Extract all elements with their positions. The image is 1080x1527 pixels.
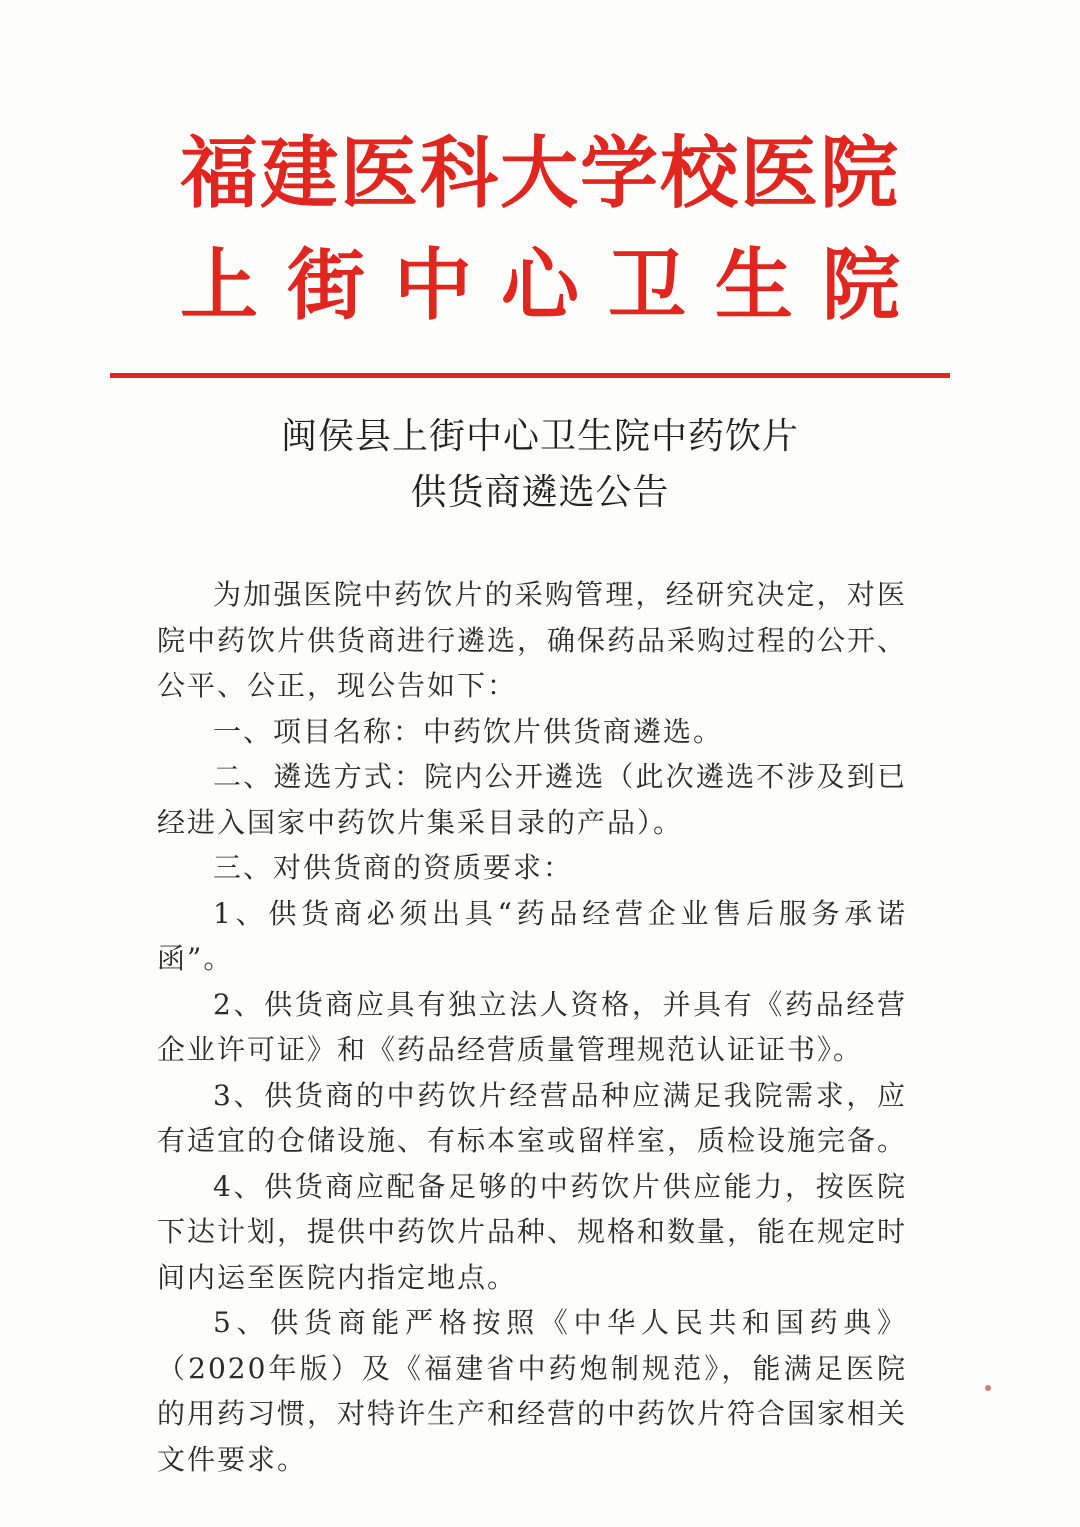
qualification-item-2: 2、供货商应具有独立法人资格，并具有《药品经营企业许可证》和《药品经营质量管理规范认证证书》。 bbox=[157, 987, 907, 1066]
letterhead-center-name bbox=[180, 240, 900, 332]
section-project-name: 一、项目名称：中药饮片供货商遴选。 bbox=[213, 714, 724, 748]
letterhead-char: 心 bbox=[500, 240, 579, 331]
qualification-item-4: 4、供货商应配备足够的中药饮片供应能力，按医院下达计划，提供中药饮片品种、规格和数量，能在规定时间内运至医院内指定地点。 bbox=[157, 1169, 908, 1294]
notice-title-line1: 闽侯县上街中心卫生院中药饮片 bbox=[280, 416, 799, 457]
intro-paragraph: 为加强医院中药饮片的采购管理，经研究决定，对医院中药饮片供货商进行遴选，确保药品采购过程的公开、公平、公正，现公告如下： bbox=[157, 578, 908, 702]
section-qualification-heading: 三、对供货商的资质要求： bbox=[213, 851, 574, 884]
section-selection-method: 二、遴选方式：院内公开遴选（此次遴选不涉及到已经进入国家中药饮片集采目录的产品）。 bbox=[157, 760, 907, 839]
qualification-item-3: 3、供货商的中药饮片经营品种应满足我院需求，应有适宜的仓储设施、有标本室或留样室，质检设施完备。 bbox=[157, 1078, 908, 1157]
letterhead-char: 上 bbox=[180, 240, 259, 331]
notice-title-line2: 供货商遴选公告 bbox=[410, 472, 670, 513]
letterhead-hospital-name: 福建医科大学校医院 bbox=[180, 128, 901, 219]
letterhead-char: 卫 bbox=[607, 240, 686, 331]
notice-body bbox=[157, 572, 907, 1482]
qualification-item-1: 1、供货商必须出具“药品经营企业售后服务承诺函”。 bbox=[157, 896, 907, 975]
letterhead-divider bbox=[110, 373, 950, 378]
qualification-item-5: 5、供货商能严格按照《中华人民共和国药典》（2020年版）及《福建省中药炮制规范》，能满足医院的用药习惯，对特许生产和经营的中药饮片符合国家相关文件要求。 bbox=[157, 1306, 908, 1476]
letterhead-char: 中 bbox=[393, 240, 472, 331]
letterhead-char: 街 bbox=[286, 240, 365, 331]
letterhead-char: 院 bbox=[821, 240, 900, 331]
scan-speck bbox=[985, 1385, 991, 1391]
letterhead-char: 生 bbox=[714, 240, 793, 331]
